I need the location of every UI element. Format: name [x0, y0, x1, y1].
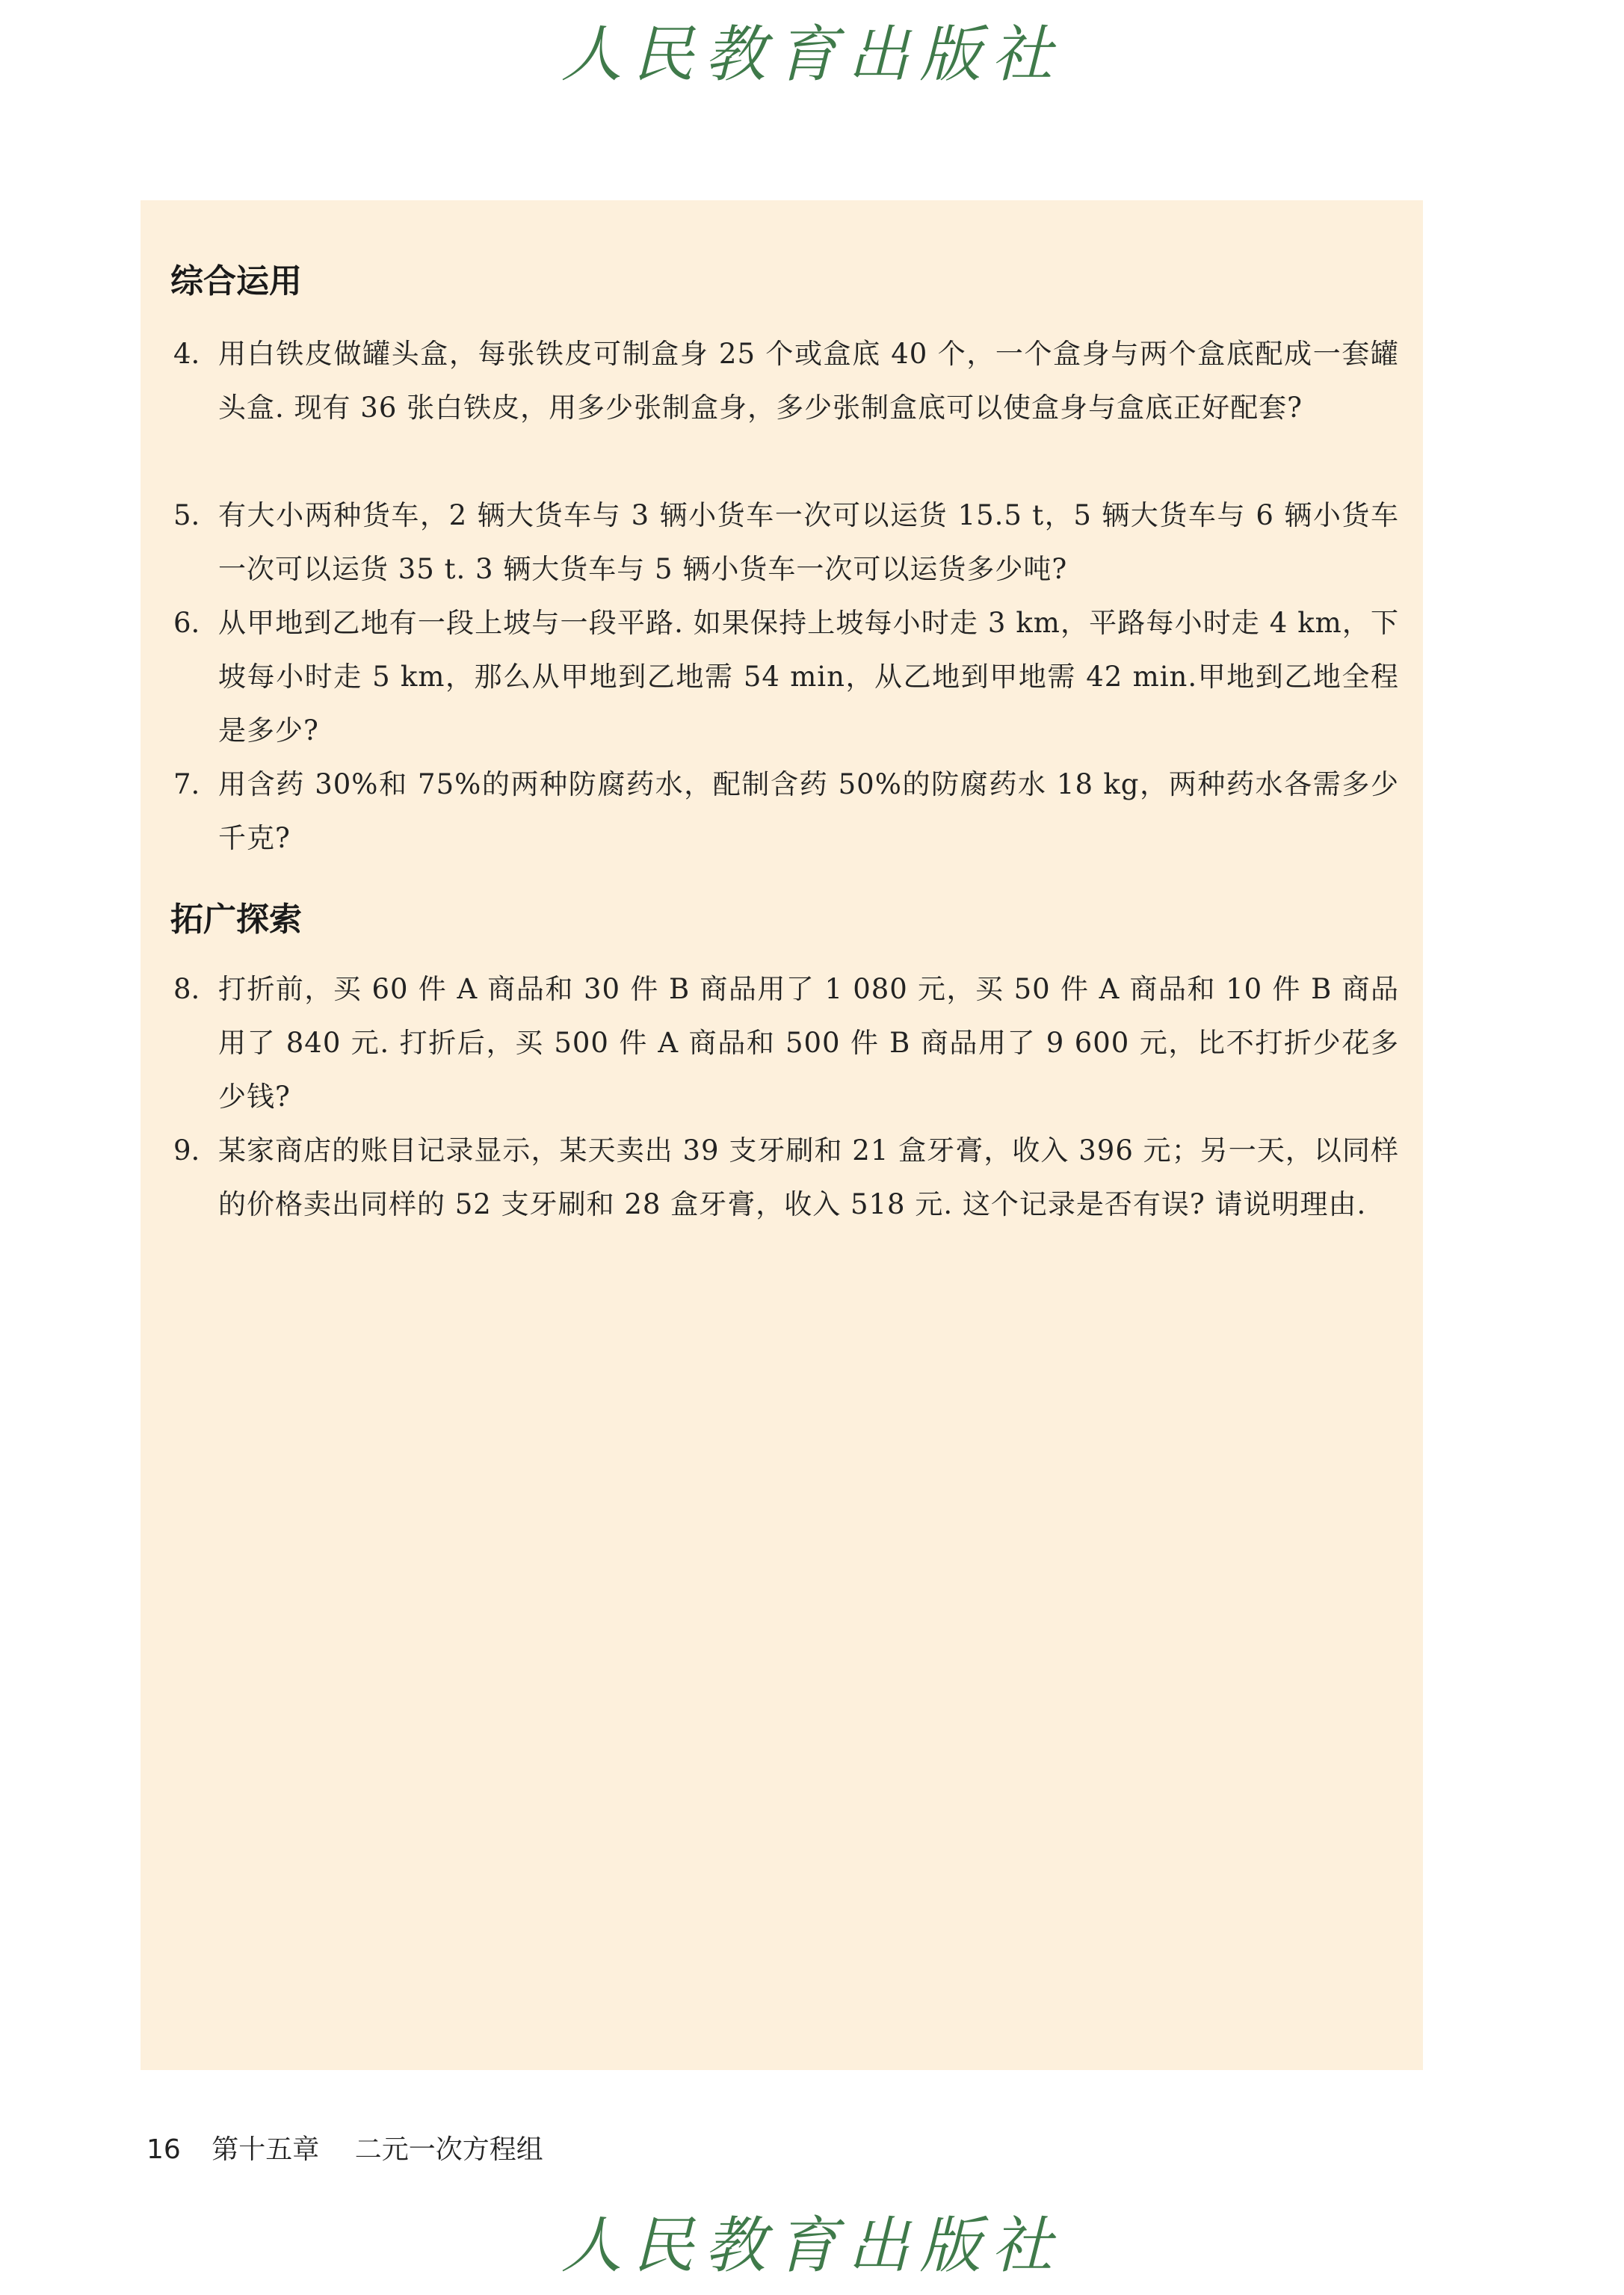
problem-item	[173, 758, 1399, 865]
problem-number: 9.	[173, 1134, 200, 1167]
problem-item	[173, 596, 1399, 758]
problem-text: 有大小两种货车，2 辆大货车与 3 辆小货车一次可以运货 15.5 t，5 辆大货车与 6 辆小货车一次可以运货 35 t. 3 辆大货车与 5 辆小货车一次可以运货多少吨?	[218, 499, 1399, 585]
problem-number: 6.	[173, 607, 200, 639]
page-number: 16	[146, 2134, 181, 2165]
exercise-panel	[141, 200, 1423, 2070]
problem-text: 从甲地到乙地有一段上坡与一段平路. 如果保持上坡每小时走 3 km，平路每小时走 4 km，下坡每小时走 5 km，那么从甲地到乙地需 54 min，从乙地到甲地需 42 min.甲地到乙地全程是多少?	[218, 607, 1399, 747]
problem-number: 8.	[173, 973, 200, 1005]
section-title-comprehensive: 综合运用	[170, 262, 302, 300]
problem-number: 5.	[173, 499, 200, 531]
chapter-label: 第十五章	[212, 2134, 320, 2165]
problem-number: 7.	[173, 768, 200, 800]
page-footer	[146, 2128, 543, 2166]
section-title-extension: 拓广探索	[170, 901, 302, 939]
problem-number: 4.	[173, 338, 200, 370]
problem-item	[173, 1124, 1399, 1232]
chapter-title: 二元一次方程组	[354, 2134, 543, 2165]
problem-text: 某家商店的账目记录显示，某天卖出 39 支牙刷和 21 盒牙膏，收入 396 元；另一天，以同样的价格卖出同样的 52 支牙刷和 28 盒牙膏，收入 518 元. 这个记录是否有误? 请说明理由.	[218, 1134, 1399, 1220]
problem-item	[173, 963, 1399, 1124]
publisher-watermark-bottom: 人民教育出版社	[561, 2211, 1063, 2282]
publisher-watermark-top: 人民教育出版社	[561, 19, 1063, 90]
problem-text: 用含药 30%和 75%的两种防腐药水，配制含药 50%的防腐药水 18 kg，两种药水各需多少千克?	[218, 768, 1399, 854]
problem-item	[173, 489, 1399, 596]
problem-item	[173, 327, 1399, 435]
problem-text: 打折前，买 60 件 A 商品和 30 件 B 商品用了 1 080 元，买 50 件 A 商品和 10 件 B 商品用了 840 元. 打折后，买 500 件 A 商品和 500 件 B 商品用了 9 600 元，比不打折少花多少钱?	[218, 973, 1399, 1113]
problem-text: 用白铁皮做罐头盒，每张铁皮可制盒身 25 个或盒底 40 个，一个盒身与两个盒底配成一套罐头盒. 现有 36 张白铁皮，用多少张制盒身，多少张制盒底可以使盒身与盒底正好配套?	[218, 338, 1399, 424]
